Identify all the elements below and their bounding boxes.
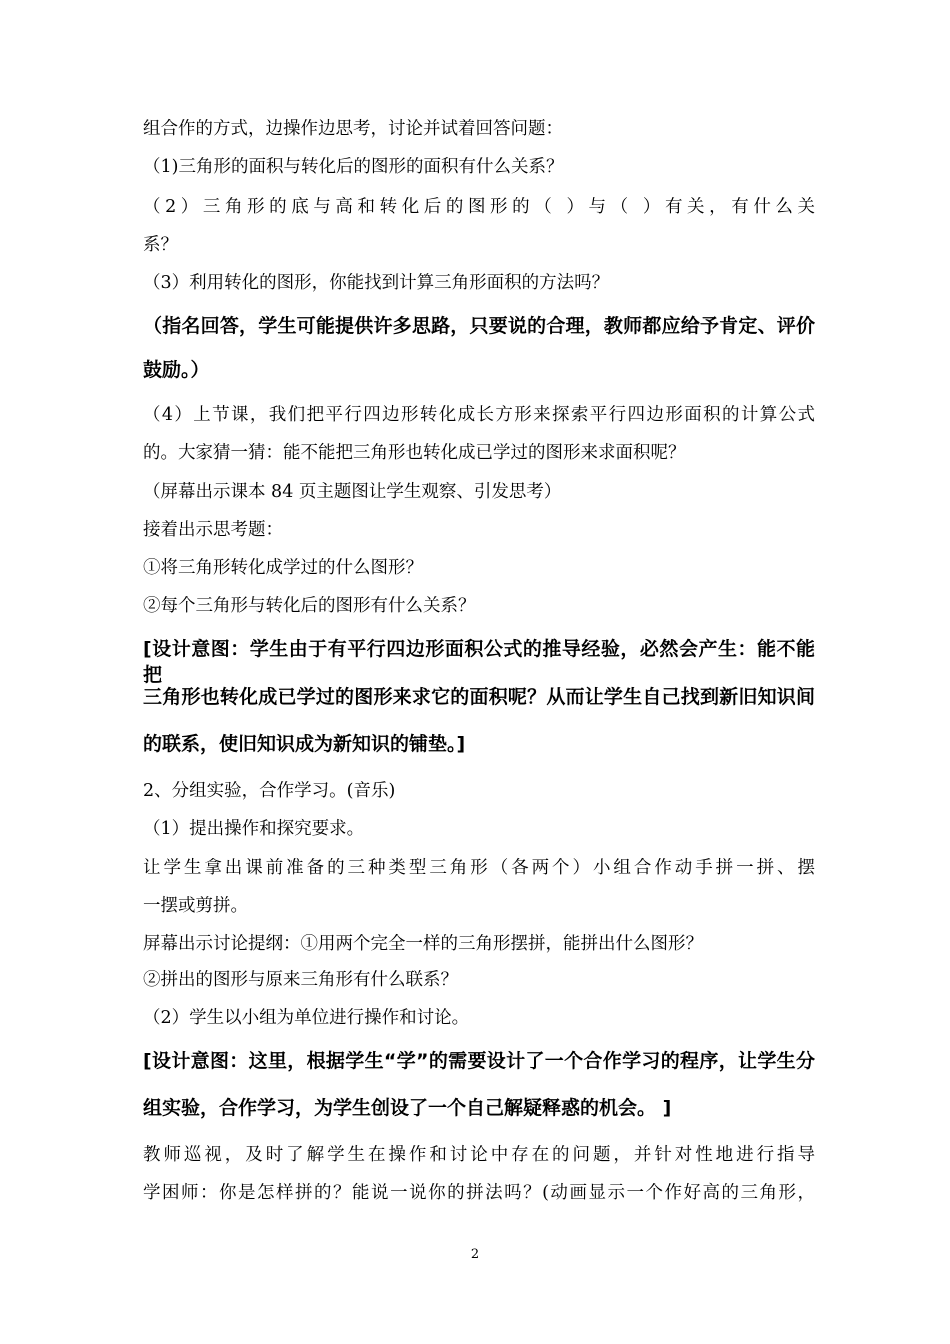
design-intent-line: 三角形也转化成已学过的图形来求它的面积呢？从而让学生自己找到新旧知识间 [143,686,815,708]
text-line: 学困师：你是怎样拼的？能说一说你的拼法吗？(动画显示一个作好高的三角形， [143,1183,815,1203]
page-number: 2 [470,1247,480,1262]
text-line: 让学生拿出课前准备的三种类型三角形（各两个）小组合作动手拼一拼、摆 [143,858,815,878]
section-heading: 2、分组实验，合作学习。(音乐) [143,781,396,801]
question-4: （4）上节课，我们把平行四边形转化成长方形来探索平行四边形面积的计算公式 [143,405,815,425]
design-intent-line: [设计意图：这里，根据学生“学”的需要设计了一个合作学习的程序，让学生分 [143,1050,815,1072]
text-line: （屏幕出示课本 84 页主题图让学生观察、引发思考） [143,482,562,502]
text-line: 接着出示思考题： [143,520,283,540]
design-intent-line: 组实验，合作学习，为学生创设了一个自己解疑释惑的机会。 ] [143,1097,672,1119]
text-line: 一摆或剪拼。 [143,896,248,916]
question-1: （1)三角形的面积与转化后的图形的面积有什么关系？ [143,157,564,177]
bold-note-line: 鼓励。） [143,359,210,381]
bold-note-line: （指名回答，学生可能提供许多思路，只要说的合理，教师都应给予肯定、评价 [143,315,815,337]
text-line: 的。大家猜一猜：能不能把三角形也转化成已学过的图形来求面积呢？ [143,443,686,463]
text-line: 屏幕出示讨论提纲：①用两个完全一样的三角形摆拼，能拼出什么图形？ [143,934,703,954]
list-item: ①将三角形转化成学过的什么图形？ [143,558,423,578]
text-line: 教师巡视，及时了解学生在操作和讨论中存在的问题，并针对性地进行指导 [143,1145,815,1165]
text-line: 系？ [143,235,178,255]
design-intent-line: 的联系，使旧知识成为新知识的铺垫。] [143,733,466,755]
text-line: （2）学生以小组为单位进行操作和讨论。 [143,1008,470,1028]
text-line: （1）提出操作和探究要求。 [143,819,365,839]
design-intent-line: [设计意图：学生由于有平行四边形面积公式的推导经验，必然会产生：能不能把 [143,638,815,686]
list-item: ②每个三角形与转化后的图形有什么关系？ [143,596,476,616]
text-line: 组合作的方式，边操作边思考，讨论并试着回答问题： [143,119,563,139]
question-3: （3）利用转化的图形，你能找到计算三角形面积的方法吗？ [143,273,610,293]
list-item: ②拼出的图形与原来三角形有什么联系？ [143,970,458,990]
question-2: （2）三角形的底与高和转化后的图形的（ ）与（ ）有关，有什么关 [143,197,815,217]
